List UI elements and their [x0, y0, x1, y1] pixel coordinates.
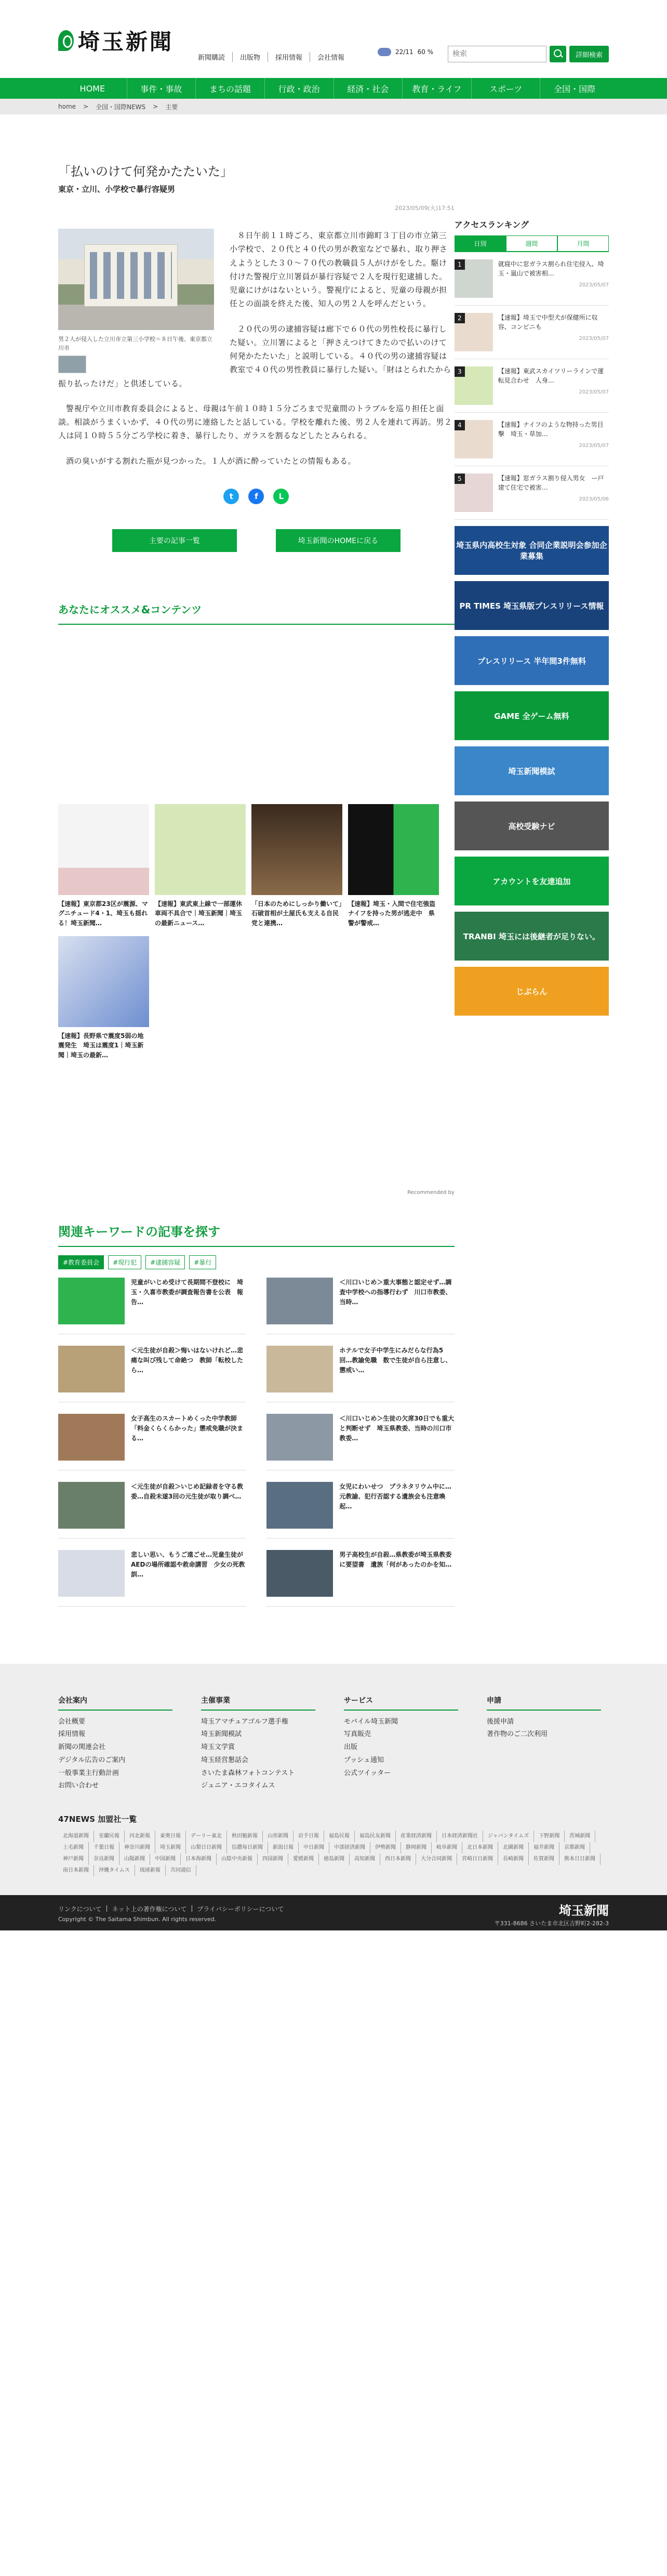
nav-politics[interactable]: 行政・政治	[264, 78, 334, 99]
breadcrumb-sep: >	[83, 103, 89, 110]
ranking-image	[455, 313, 493, 351]
keyword-title: 悲しい思い、もうご遠ごせ…児童生徒がAEDの場所確認や救命講習 少女の死教訓…	[131, 1550, 245, 1579]
link-copyright[interactable]: ネット上の著作権について	[112, 1905, 187, 1913]
keyword-title: 男子高校生が自殺…県教委が埼玉県教委に要望書 遺族「何があったのかを知…	[339, 1550, 452, 1568]
ranking-image	[455, 474, 493, 512]
recommend-item[interactable]	[155, 804, 249, 930]
article-photo[interactable]	[58, 229, 214, 330]
photo-caption: 男２人が侵入した立川市立第三小学校＝８日午後、東京都立川市	[58, 336, 212, 351]
home-return-button[interactable]: 埼玉新聞のHOMEに戻る	[276, 529, 401, 552]
network-paper-link[interactable]: 熊本日日新聞	[559, 1854, 601, 1865]
nav-sports[interactable]: スポーツ	[471, 78, 540, 99]
article-subtitle: 東京・立川、小学校で暴行容疑男	[58, 185, 176, 194]
keyword-heading: 関連キーワードの記事を探す	[58, 1221, 455, 1247]
recommend-item[interactable]	[251, 804, 342, 930]
footer-link[interactable]: さいたま森林フォトコンテスト	[201, 1769, 295, 1777]
footer-policy-links	[58, 1904, 284, 1913]
footer-link[interactable]: デジタル広告のご案内	[58, 1756, 126, 1764]
nav-home[interactable]: HOME	[79, 83, 105, 94]
network-paper-link[interactable]: 山形新聞	[263, 1831, 294, 1842]
main-column	[58, 161, 455, 1607]
recommend-image	[155, 804, 246, 895]
network-paper-link[interactable]: 福井新聞	[529, 1842, 559, 1854]
footer-link[interactable]: 公式ツイッター	[344, 1769, 391, 1777]
footer-link[interactable]: モバイル埼玉新聞	[344, 1717, 398, 1726]
network-paper-link[interactable]: 下野新聞	[534, 1831, 565, 1842]
network-paper-link[interactable]: 日本経済新聞社	[437, 1831, 483, 1842]
tab-weekly[interactable]: 週間	[506, 235, 557, 251]
ranking-title: 【速報】ナイフのような物持った男目撃 埼玉・草加…	[498, 421, 604, 438]
network-paper-link[interactable]: 福島民報	[324, 1831, 355, 1842]
network-paper-link[interactable]: 室蘭民報	[94, 1831, 125, 1842]
rank-number: 5	[455, 474, 465, 484]
ranking-item[interactable]	[455, 359, 609, 413]
ranking-date: 2023/05/06	[579, 496, 609, 502]
keyword-article[interactable]	[266, 1346, 454, 1402]
keyword-article[interactable]	[266, 1550, 454, 1607]
recommend-list	[58, 804, 455, 1062]
network-paper-link[interactable]: 徳島新聞	[319, 1854, 350, 1865]
recommend-item[interactable]	[348, 804, 442, 930]
line-share-icon[interactable]: L	[273, 489, 289, 504]
network-paper-link[interactable]: 伊勢新聞	[370, 1842, 401, 1854]
keyword-title: 女児にわいせつ プラネタリウム中に…元教諭、犯行否認する遺族会も注意喚起…	[339, 1482, 451, 1510]
keyword-image	[266, 1482, 333, 1529]
footer-divider: |	[191, 1904, 193, 1912]
keyword-image	[58, 1346, 125, 1392]
rank-number: 3	[455, 366, 465, 377]
keyword-image	[266, 1550, 333, 1597]
ranking-date: 2023/05/07	[579, 389, 609, 395]
ranking-tabs	[455, 235, 609, 252]
footer-divider: |	[105, 1904, 108, 1912]
recommend-heading: あなたにオススメ&コンテンツ	[58, 601, 455, 625]
banner-mock-exam[interactable]: 埼玉新聞模試	[455, 746, 609, 795]
copyright: Copyright © The Saitama Shimbun. All rights reserved.	[58, 1915, 217, 1923]
logo-icon	[58, 30, 74, 51]
network-paper-link[interactable]: 信濃毎日新聞	[227, 1842, 268, 1854]
keyword-article[interactable]	[58, 1414, 246, 1470]
network-paper-link[interactable]: 新潟日報	[268, 1842, 299, 1854]
footer-col-heading: サービス	[344, 1695, 458, 1711]
recommend-title: 【速報】長野県で震度5弱の地震発生 埼玉は震度1｜埼玉新聞｜埼玉の最新…	[58, 1032, 144, 1059]
breadcrumb-home[interactable]: home	[58, 103, 76, 110]
nav-national[interactable]: 全国・国際	[540, 78, 609, 99]
network-paper-link[interactable]: 宮崎日日新聞	[457, 1854, 498, 1865]
weather-percent: 60 %	[417, 48, 434, 56]
article-paragraph: ８日午前１１時ごろ、東京都立川市錦町３丁目の市立第三小学校で、２０代と４０代の男が教室などで暴れ、取り押さえようとした３０～７０代の教職員５人がけがをした。駆け付けた警視庁立川署員が暴行容疑で２人を現行犯逮捕した。児童にけがはないという。警視庁によると、児童の母親が担任との面談を終えた後、知人の男２人を呼んだという。	[230, 231, 448, 309]
link-policy[interactable]: リンクについて	[58, 1905, 102, 1913]
ranking-title: 【速報】窓ガラス割り侵入男女 ー戸建て住宅で被害…	[498, 475, 604, 491]
keyword-article[interactable]	[58, 1346, 246, 1402]
nav-economy[interactable]: 経済・社会	[334, 78, 403, 99]
footer-address: 〒331-8686 さいたま市北区吉野町2-282-3	[494, 1920, 609, 1927]
network-paper-link[interactable]: ジャパンタイムズ	[483, 1831, 534, 1842]
network-paper-link[interactable]: 神奈川新聞	[119, 1842, 155, 1854]
network-paper-link[interactable]: 岩手日報	[294, 1831, 324, 1842]
share-buttons	[58, 489, 455, 504]
keyword-image	[58, 1278, 125, 1324]
banner-press-release[interactable]: プレスリリース 半年間3件無料	[455, 636, 609, 685]
network-paper-link[interactable]: 山陰中央新報	[217, 1854, 258, 1865]
footer-logo[interactable]: 埼玉新聞	[559, 1902, 609, 1918]
network-paper-link[interactable]: 大分合同新聞	[416, 1854, 457, 1865]
ranking-date: 2023/05/07	[579, 336, 609, 341]
site-logo[interactable]	[58, 25, 174, 56]
footer-link[interactable]: ジュニア・エコタイムス	[201, 1782, 275, 1790]
network-paper-link[interactable]: 長崎新聞	[498, 1854, 529, 1865]
weather-widget	[378, 48, 433, 56]
keyword-articles	[58, 1278, 455, 1607]
banner-jibulan[interactable]: じぶらん	[455, 967, 609, 1016]
network-paper-link[interactable]: 四国新聞	[258, 1854, 288, 1865]
recommend-title: 【速報】東京都23区が震源、マグニチュード4・1、埼玉も揺れる！埼玉新聞…	[58, 900, 148, 927]
ranking-item[interactable]	[455, 306, 609, 359]
network-paper-link[interactable]: 共同通信	[166, 1865, 196, 1876]
breadcrumb	[58, 99, 609, 114]
footer-link[interactable]: 会社概要	[58, 1717, 86, 1726]
school-building	[84, 244, 178, 307]
network-paper-link[interactable]: 西日本新聞	[380, 1854, 416, 1865]
rank-number: 1	[455, 259, 465, 270]
footer-bar	[0, 1895, 667, 1930]
network-papers	[58, 1831, 609, 1876]
link-privacy[interactable]: プライバシーポリシーについて	[197, 1905, 284, 1913]
banner-job-fair[interactable]: 埼玉県内高校生対象 合同企業説明会参加企業募集	[455, 526, 609, 575]
ranking-item[interactable]	[455, 466, 609, 520]
search-input[interactable]	[448, 46, 546, 62]
keyword-article[interactable]	[58, 1550, 246, 1607]
footer-col-heading: 会社案内	[58, 1695, 172, 1711]
breadcrumb-current: 主要	[165, 103, 178, 111]
network-paper-link[interactable]: 岐阜新聞	[432, 1842, 462, 1854]
network-paper-link[interactable]: 琉球新報	[135, 1865, 166, 1876]
header-link-publications[interactable]: 出版物	[232, 52, 268, 62]
banner-exam-navi[interactable]: 高校受験ナビ	[455, 801, 609, 850]
recommend-item[interactable]	[58, 804, 149, 930]
network-paper-link[interactable]: 沖縄タイムス	[94, 1865, 135, 1876]
article-date: 2023/05/09(火)17:51	[395, 205, 455, 212]
twitter-share-icon[interactable]: t	[223, 489, 239, 504]
article-paragraph: 酒の臭いがする割れた瓶が見つかった。１人が酒に酔っていたとの情報もある。	[66, 456, 356, 466]
keyword-title: ＜元生徒が自殺＞悔いはないけれど…悲痛な叫び残して命絶つ 教師「転校したら…	[131, 1346, 244, 1374]
tag-arrest[interactable]: #逮捕容疑	[145, 1255, 185, 1269]
network-paper-link[interactable]: 南日本新聞	[58, 1865, 94, 1876]
network-paper-link[interactable]: 佐賀新聞	[529, 1854, 559, 1865]
article-nav-buttons	[58, 529, 455, 552]
tag-education-board[interactable]: #教育委員会	[58, 1255, 104, 1269]
network-paper-link[interactable]: 京都新聞	[559, 1842, 590, 1854]
tag-assault[interactable]: #暴行	[189, 1255, 216, 1269]
ranking-title: 【速報】東武スカイツリーラインで運転見合わせ 人身…	[498, 367, 604, 384]
keyword-title: 児童がいじめ受けて長期間不登校に 埼玉・久喜市教委が調査報告書を公表 報告…	[131, 1278, 244, 1306]
tab-daily[interactable]: 日別	[455, 235, 506, 251]
network-paper-link[interactable]: 北國新聞	[498, 1842, 529, 1854]
network-paper-link[interactable]: 中国新聞	[150, 1854, 181, 1865]
keyword-article[interactable]	[266, 1414, 454, 1470]
network-paper-link[interactable]: 千葉日報	[89, 1842, 119, 1854]
footer	[0, 1664, 667, 1895]
keyword-title: ホテルで女子中学生にみだらな行為5回…教諭免職 数で生徒が自ら注意し、懲戒い…	[339, 1346, 452, 1374]
ranking-title: 【速報】埼玉で中型犬が保健所に収容、コンビニも	[498, 314, 598, 331]
footer-link[interactable]: 一般事業主行動計画	[58, 1769, 119, 1777]
search-icon[interactable]	[550, 46, 566, 62]
article-paragraph: 警視庁や立川市教育委員会によると、母親は午前１０時１５分ごろまで児童間のトラブルを巡り担任と面談。相談がうまくいかず、４０代の男に連絡したと話している。学校を離れた後、男２人を連れて再訪。男２人は同１０時５５分ごろ学校に着き、暴行したり、ガラスを割るなどしたとみられる。	[58, 403, 452, 441]
ranking-item[interactable]	[455, 413, 609, 466]
network-paper-link[interactable]: 東奥日報	[155, 1831, 186, 1842]
header-link-careers[interactable]: 採用情報	[268, 52, 310, 62]
network-paper-link[interactable]: 愛媛新聞	[288, 1854, 319, 1865]
sidebar	[455, 161, 609, 1607]
footer-link[interactable]: 著作物のご二次利用	[487, 1730, 548, 1739]
network-paper-link[interactable]: 上毛新聞	[58, 1842, 89, 1854]
banner-line-friend[interactable]: アカウントを友達追加	[455, 857, 609, 905]
header-link-company[interactable]: 会社情報	[310, 52, 352, 62]
keyword-image	[266, 1414, 333, 1461]
rank-number: 2	[455, 313, 465, 323]
recommend-image	[58, 804, 149, 895]
logo-text: 埼玉新聞	[78, 29, 174, 55]
network-paper-link[interactable]: 中部経済新聞	[329, 1842, 370, 1854]
ranking-image	[455, 420, 493, 458]
footer-link[interactable]: 写真販売	[344, 1730, 371, 1739]
footer-link[interactable]: 採用情報	[58, 1730, 86, 1739]
recommend-title: 【速報】埼玉・入間で住宅強盗 ナイフを持った男が逃走中 県警が警戒…	[348, 900, 442, 927]
site-header	[58, 0, 609, 78]
network-paper-link[interactable]: 中日新聞	[299, 1842, 329, 1854]
photo-thumbnail[interactable]	[58, 356, 86, 373]
breadcrumb-national[interactable]: 全国・国際NEWS	[96, 103, 146, 111]
network-paper-link[interactable]: 秋田魁新報	[227, 1831, 263, 1842]
keyword-title: ＜川口いじめ＞生徒の欠席30日でも重大と判断せず 埼玉県教委、当時の川口市教委…	[339, 1414, 455, 1442]
network-paper-link[interactable]: 福島民友新聞	[355, 1831, 396, 1842]
network-title: 47NEWS 加盟社一覧	[58, 1814, 137, 1824]
keyword-article[interactable]	[266, 1278, 454, 1334]
header-links	[191, 52, 352, 62]
footer-link[interactable]: 後援申請	[487, 1717, 514, 1726]
keyword-title: ＜元生徒が自殺＞いじめ記録者を守る教委…自殺未遂3回の元生徒が取り調べ…	[131, 1482, 244, 1500]
recommend-image	[251, 804, 342, 895]
recommend-item[interactable]	[58, 936, 149, 1062]
nav-town[interactable]: まちの話題	[195, 78, 264, 99]
recommend-image	[58, 936, 149, 1027]
recommend-image	[348, 804, 439, 895]
footer-columns	[58, 1695, 609, 1793]
banner-game[interactable]: GAME 全ゲーム無料	[455, 691, 609, 740]
footer-col-events	[201, 1695, 315, 1793]
cloud-icon	[378, 48, 391, 56]
section-list-button[interactable]: 主要の記事一覧	[112, 529, 237, 552]
tag-flagrante[interactable]: #現行犯	[108, 1255, 141, 1269]
network-paper-link[interactable]: 日本海新聞	[181, 1854, 217, 1865]
footer-link[interactable]: 埼玉文学賞	[201, 1743, 235, 1752]
network-paper-link[interactable]: 神戸新聞	[58, 1854, 89, 1865]
keyword-article[interactable]	[266, 1482, 454, 1539]
rank-number: 4	[455, 420, 465, 430]
banner-pr-times[interactable]: PR TIMES 埼玉県版プレスリリース情報	[455, 581, 609, 630]
recommend-title: 【速報】東武東上線で一部運休 車両不具合で｜埼玉新聞｜埼玉の最新ニュース…	[155, 900, 249, 927]
network-paper-link[interactable]: 埼玉新聞	[155, 1842, 186, 1854]
ranking-title: 就寝中に窓ガラス割られ住宅侵入、埼玉・嵐山で被害相…	[498, 260, 604, 277]
nav-education[interactable]: 教育・ライフ	[402, 78, 471, 99]
ranking-image	[455, 259, 493, 298]
ranking-heading: アクセスランキング	[454, 220, 529, 230]
network-paper-link[interactable]: 北海道新聞	[58, 1831, 94, 1842]
network-paper-link[interactable]: 産業経済新聞	[396, 1831, 437, 1842]
footer-col-services	[344, 1695, 458, 1793]
network-paper-link[interactable]: 河北新報	[125, 1831, 155, 1842]
footer-link[interactable]: 新聞の関連会社	[58, 1743, 106, 1752]
tab-monthly[interactable]: 月間	[557, 235, 609, 251]
ranking-image	[455, 366, 493, 405]
network-paper-link[interactable]: デーリー東北	[186, 1831, 227, 1842]
keyword-image	[266, 1346, 333, 1392]
article-title: 「払いのけて何発かたたいた」	[58, 164, 233, 179]
keyword-image	[58, 1482, 125, 1529]
network-paper-link[interactable]: 静岡新聞	[401, 1842, 432, 1854]
network-paper-link[interactable]: 奈良新聞	[89, 1854, 119, 1865]
footer-link[interactable]: 埼玉新聞模試	[201, 1730, 242, 1739]
breadcrumb-bar	[0, 99, 667, 114]
article-body	[58, 229, 455, 468]
network-paper-link[interactable]: 茨城新聞	[565, 1831, 595, 1842]
facebook-share-icon[interactable]: f	[248, 489, 264, 504]
keyword-title: 女子高生のスカートめくった中学教師「料金くらくらかった」懲戒免職が決まる…	[131, 1414, 244, 1442]
keyword-image	[58, 1550, 125, 1597]
keyword-article[interactable]	[58, 1482, 246, 1539]
header-link-subscribe[interactable]: 新聞購読	[198, 54, 225, 62]
keyword-article[interactable]	[58, 1278, 246, 1334]
keyword-tags	[58, 1255, 455, 1269]
footer-col-company	[58, 1695, 172, 1793]
keyword-image	[266, 1278, 333, 1324]
footer-link[interactable]: 埼玉経営懇話会	[201, 1756, 249, 1764]
footer-link[interactable]: 埼玉アマチュアゴルフ選手権	[201, 1717, 288, 1726]
footer-col-heading: 主催事業	[201, 1695, 315, 1711]
keyword-image	[58, 1414, 125, 1461]
footer-link[interactable]: お問い合わせ	[58, 1782, 99, 1790]
footer-col-heading: 申請	[487, 1695, 601, 1711]
main-nav	[0, 78, 667, 99]
breadcrumb-sep: >	[153, 103, 158, 110]
article-paragraph: ２０代の男の逮捕容疑は廊下で６０代の男性校長に暴行した疑い。立川署によると「押さえつけてきたので払いのけて何発かたたいた」と説明している。４０代の男の逮捕容疑は教室で４０代の男性教員に暴行した疑い。「財はとられたから振り払ったけだ」と供述している。	[58, 324, 451, 388]
ranking-date: 2023/05/07	[579, 443, 609, 449]
network-paper-link[interactable]: 山陽新聞	[119, 1854, 150, 1865]
search-bar	[448, 46, 609, 62]
footer-link[interactable]: 出版	[344, 1743, 358, 1752]
banner-tranbi[interactable]: TRANBI 埼玉には後継者が足りない。	[455, 912, 609, 961]
network-paper-link[interactable]: 山梨日日新聞	[186, 1842, 227, 1854]
recommend-title: 「日本のためにしっかり働いて」石破首相が土屋氏も支える自民党と連携…	[251, 900, 342, 927]
footer-link[interactable]: プッシュ通知	[344, 1756, 384, 1764]
recommended-by-label: Recommended by	[407, 1189, 455, 1195]
keyword-title: ＜川口いじめ＞重大事態と認定せず…調査中学校への指導行わず 川口市教委、当時…	[339, 1278, 452, 1306]
advanced-search-button[interactable]: 詳細検索	[569, 46, 609, 62]
ranking-item[interactable]	[455, 252, 609, 306]
nav-incidents[interactable]: 事件・事故	[127, 78, 196, 99]
footer-col-applications	[487, 1695, 601, 1793]
network-paper-link[interactable]: 高知新聞	[350, 1854, 380, 1865]
ranking-date: 2023/05/07	[579, 282, 609, 288]
article-figure	[58, 229, 214, 373]
network-paper-link[interactable]: 北日本新聞	[462, 1842, 498, 1854]
weather-date: 22/11	[395, 48, 413, 56]
